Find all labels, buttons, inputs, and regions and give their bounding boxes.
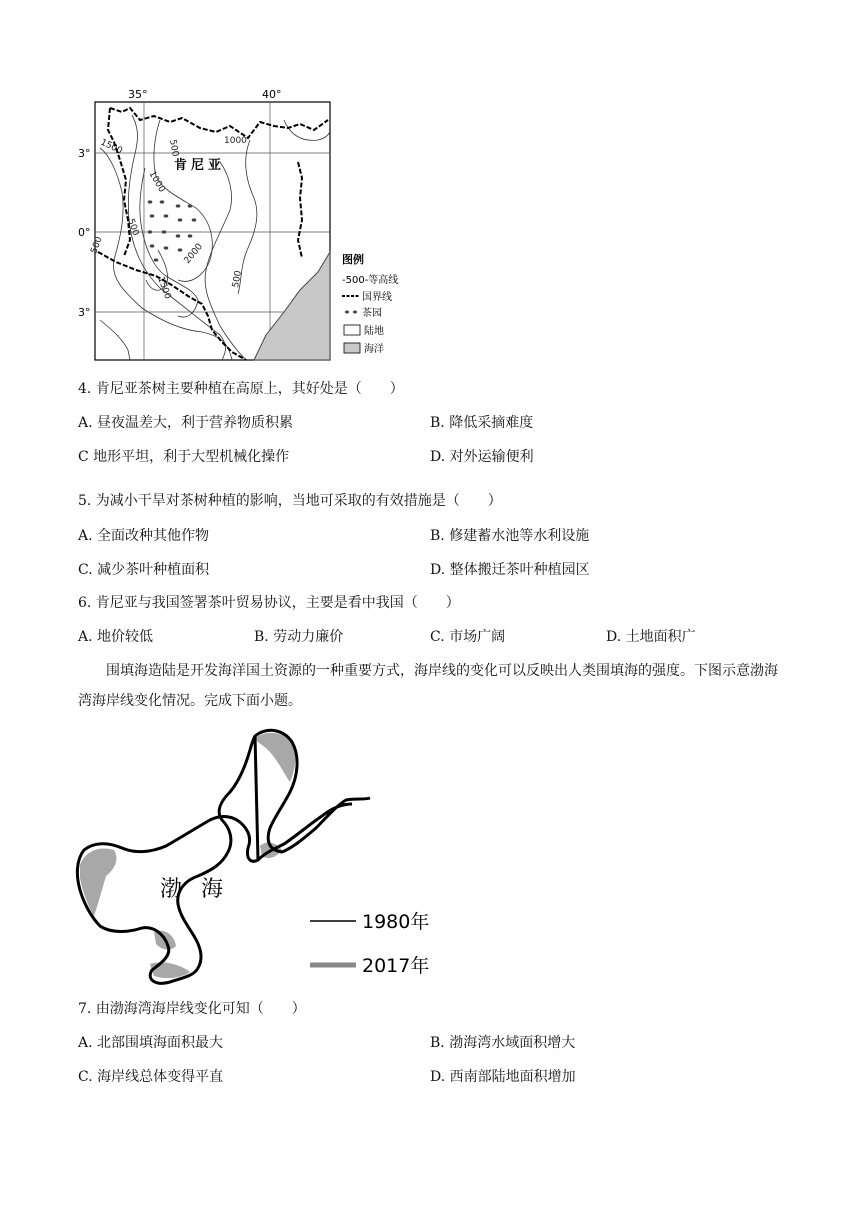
lat-label-3n: 3° bbox=[78, 147, 91, 160]
question-7-option-a[interactable]: A. 北部围填海面积最大 bbox=[78, 1035, 224, 1051]
country-label: 肯尼亚 bbox=[174, 158, 226, 173]
question-5-option-d[interactable]: D. 整体搬迁茶叶种植园区 bbox=[430, 562, 590, 578]
contour-label: 500 bbox=[231, 269, 244, 289]
lat-label-0: 0° bbox=[78, 226, 91, 239]
legend-contour-label: -500-等高线 bbox=[342, 275, 399, 286]
land-box-icon bbox=[344, 325, 360, 335]
contour-label: 2000 bbox=[182, 241, 206, 266]
question-4-option-c[interactable]: C 地形平坦，利于大型机械化操作 bbox=[78, 449, 290, 465]
question-7-option-c[interactable]: C. 海岸线总体变得平直 bbox=[78, 1069, 224, 1085]
lon-label-40: 40° bbox=[262, 88, 282, 101]
question-5-option-b[interactable]: B. 修建蓄水池等水利设施 bbox=[430, 528, 590, 544]
question-4-option-d[interactable]: D. 对外运输便利 bbox=[430, 449, 534, 465]
contour-label: 1500 bbox=[98, 137, 124, 157]
passage-text: 围填海造陆是开发海洋国土资源的一种重要方式，海岸线的变化可以反映出人类围填海的强度。下图示意渤海湾海岸线变化情况。完成下面小题。 bbox=[78, 663, 778, 709]
legend-tea-label: 茶园 bbox=[362, 308, 382, 319]
contour-label: 1000 bbox=[146, 169, 167, 195]
legend-1980-label: 1980年 bbox=[362, 911, 430, 933]
sea-box-icon bbox=[344, 343, 360, 353]
question-5-option-c[interactable]: C. 减少茶叶种植面积 bbox=[78, 562, 210, 578]
question-6-stem: 6. 肯尼亚与我国签署茶叶贸易协议，主要是看中我国（ ） bbox=[78, 595, 460, 611]
bohai-legend bbox=[310, 911, 429, 977]
legend-land-label: 陆地 bbox=[364, 326, 384, 337]
contour-label: 500 bbox=[125, 217, 141, 238]
question-5-stem: 5. 为减小干旱对茶树种植的影响，当地可采取的有效措施是（ ） bbox=[78, 493, 502, 509]
question-4-option-b[interactable]: B. 降低采摘难度 bbox=[430, 415, 534, 431]
contour-label: 500 bbox=[167, 138, 180, 158]
lat-label-3s: 3° bbox=[78, 306, 91, 319]
tea-dots-icon bbox=[345, 311, 357, 314]
question-6-option-b[interactable]: B. 劳动力廉价 bbox=[254, 629, 344, 645]
question-7-option-d[interactable]: D. 西南部陆地面积增加 bbox=[430, 1069, 576, 1085]
question-7-stem: 7. 由渤海湾海岸线变化可知（ ） bbox=[78, 1001, 306, 1017]
lon-label-35: 35° bbox=[128, 88, 148, 101]
legend-title: 图例 bbox=[342, 253, 364, 266]
legend-sea-label: 海洋 bbox=[364, 344, 384, 355]
contour-label: 500 bbox=[89, 235, 105, 256]
contour-label: 1500 bbox=[155, 275, 173, 301]
legend-border-label: 国界线 bbox=[362, 292, 392, 303]
question-5-option-a[interactable]: A. 全面改种其他作物 bbox=[78, 528, 210, 544]
question-6-option-d[interactable]: D. 土地面积广 bbox=[606, 629, 696, 645]
question-4-option-a[interactable]: A. 昼夜温差大，利于营养物质积累 bbox=[78, 415, 294, 431]
bohai-bay-map bbox=[70, 720, 450, 995]
question-6-option-c[interactable]: C. 市场广阔 bbox=[430, 629, 506, 645]
kenya-map bbox=[70, 80, 420, 370]
sea-label: 渤 海 bbox=[160, 877, 229, 902]
legend-2017-label: 2017年 bbox=[362, 955, 430, 977]
coastline-1980 bbox=[77, 730, 370, 983]
question-4-stem: 4. 肯尼亚茶树主要种植在高原上，其好处是（ ） bbox=[78, 381, 404, 397]
map-legend bbox=[342, 252, 398, 355]
question-7-option-b[interactable]: B. 渤海湾水域面积增大 bbox=[430, 1035, 576, 1051]
contour-label: 1000 bbox=[224, 136, 247, 146]
question-6-option-a[interactable]: A. 地价较低 bbox=[78, 629, 154, 645]
